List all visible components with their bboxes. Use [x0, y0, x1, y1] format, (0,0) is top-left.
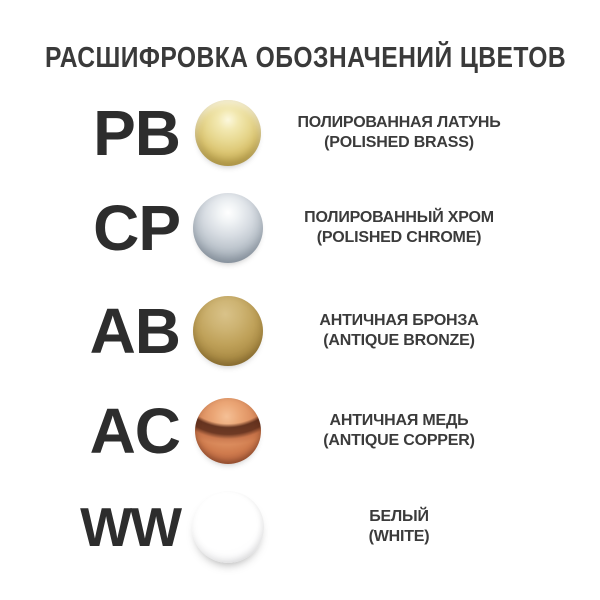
finish-description-pb: [276, 113, 600, 152]
finish-name-ru: ПОЛИРОВАННЫЙ ХРОМ: [304, 209, 494, 227]
finish-name-en: (ANTIQUE BRONZE): [323, 332, 475, 349]
legend-row-antique-bronze: [0, 291, 600, 371]
finish-description-ab: [276, 311, 600, 350]
sphere-cell: [180, 100, 276, 166]
finish-name-ru: АНТИЧНАЯ МЕДЬ: [329, 412, 469, 430]
sphere-cell: [180, 193, 276, 263]
antique-copper-sphere-swatch: [195, 398, 261, 464]
finish-description-ac: [276, 411, 600, 450]
finish-name-en: (POLISHED CHROME): [316, 229, 482, 246]
page-title: РАСШИФРОВКА ОБОЗНАЧЕНИЙ ЦВЕТОВ: [45, 42, 567, 74]
sphere-cell: [180, 296, 276, 366]
finish-name-en: (WHITE): [368, 528, 430, 545]
sphere-cell: [180, 491, 276, 563]
antique-bronze-sphere-swatch: [193, 296, 263, 366]
white-sphere-swatch: [192, 491, 264, 563]
finish-code-ww: WW: [80, 495, 180, 558]
legend-row-antique-copper: [0, 391, 600, 471]
polished-chrome-sphere-swatch: [193, 193, 263, 263]
legend-row-polished-brass: [0, 93, 600, 173]
finish-code-ac: AC: [89, 395, 180, 467]
finish-description-ww: [276, 507, 600, 546]
finish-name-ru: АНТИЧНАЯ БРОНЗА: [319, 312, 479, 330]
finish-description-cp: [276, 208, 600, 247]
finish-code-ab: AB: [89, 295, 180, 367]
finish-name-en: (ANTIQUE COPPER): [323, 432, 475, 449]
finish-code-pb: PB: [93, 97, 180, 169]
finish-name-en: (POLISHED BRASS): [324, 134, 474, 151]
finish-code-cp: CP: [93, 192, 180, 264]
polished-brass-sphere-swatch: [195, 100, 261, 166]
legend-row-polished-chrome: [0, 188, 600, 268]
sphere-cell: [180, 398, 276, 464]
finish-name-ru: БЕЛЫЙ: [369, 508, 429, 526]
legend-row-white: [0, 487, 600, 567]
finish-name-ru: ПОЛИРОВАННАЯ ЛАТУНЬ: [297, 114, 501, 132]
